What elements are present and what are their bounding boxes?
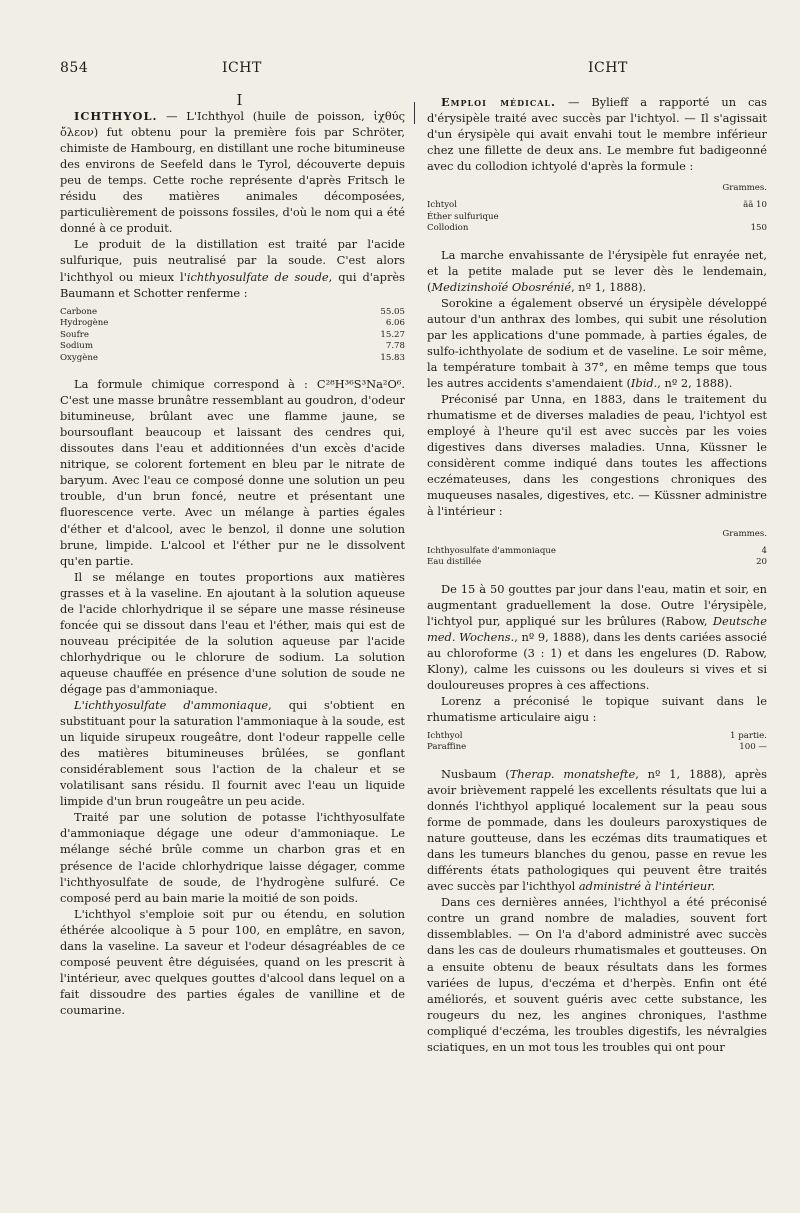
section-letter: I xyxy=(236,91,243,109)
italic-term: Medizinshoïé Obosrénié xyxy=(431,279,572,294)
paragraph xyxy=(427,94,767,174)
paragraph xyxy=(427,581,767,693)
table-row xyxy=(427,731,767,743)
prescription-table xyxy=(427,731,767,754)
left-column xyxy=(60,92,405,1018)
table-cell: 15.27 xyxy=(380,329,405,340)
table-row xyxy=(427,200,767,212)
paragraph-text: , nº 1, 1888), après avoir brièvement rappelé les excellents résultats que lui a donnés l'ichthyol appliqué localement sur la peau sous forme de pommade, dans les douleurs paroxystiques de nature goutteuse, dans les eczémas dits traumatiques et dans les tumeurs blanches du genou, passe en revue les différents états pathologiques qui peuvent être traités avec succès par l'ichthyol xyxy=(427,766,768,894)
unit-label: Grammes. xyxy=(722,183,767,194)
italic-term: administré à l'intérieur. xyxy=(578,879,716,894)
sub-head: Emploi médical. xyxy=(441,95,556,109)
prescription-table xyxy=(427,200,767,235)
paragraph-text: , qui d'après Baumann et Schotter renferme : xyxy=(60,269,406,300)
paragraph xyxy=(60,697,405,809)
table-cell: 100 — xyxy=(739,742,767,753)
table-row xyxy=(60,330,405,342)
paragraph xyxy=(60,236,405,300)
running-title-left: ICHT xyxy=(222,60,262,76)
italic-term: Therap. monatshefte xyxy=(509,766,636,781)
paragraph xyxy=(427,247,767,295)
table-cell xyxy=(706,212,767,224)
paragraph-text: — L'Ichthyol (huile de poisson, ἰχθύς ὄλεον) fut obtenu pour la première fois par Schröter, chimiste de Hambourg, en distillant une roche bitumineuse des environs de Seefeld dans le Tyrol, découverte depuis peu de temps. Cette roche représente d'après Fritsch le résidu des matières animales décomposées, particulièrement de poissons fossiles, d'où le nom qui a été donné à ce produit. xyxy=(60,109,405,236)
paragraph: La formule chimique correspond à : C²⁸H³⁶S³Na²O⁶. C'est une masse brunâtre ressemblant au goudron, d'odeur bitumineuse, brûlant avec une flamme jaune, se boursouflant beaucoup et laissant des cendres qui, dissoutes dans l'eau et additionnées d'un excès d'acide nitrique, se colorent fortement en bleu par le nitrate de baryum. Avec l'eau ce composé donne une solution un peu trouble, d'un brun foncé, neutre et présentant une fluorescence verte. Avec un mélange à parties égales d'éther et d'alcool, avec le benzol, il donne une solution brune, limpide. L'alcool et l'éther pur ne le dissolvent qu'en partie. xyxy=(60,377,405,568)
table-cell: 4 xyxy=(761,545,767,556)
paragraph-text: , qui s'obtient en substituant pour la saturation l'ammoniaque à la soude, est un liquide sirupeux rougeâtre, dont l'odeur rappelle celle des matières bitumineuses brûlées, se gonflant considérablement sous l'action de la chaleur et se volatilisant sans résidu. Il fournit avec l'eau un liquide limpide d'un brun rougeâtre un peu acide. xyxy=(60,698,405,809)
entry-head: ICHTHYOL. xyxy=(74,109,158,124)
unit-label: Grammes. xyxy=(722,528,767,539)
table-cell: 1 partie. xyxy=(730,730,767,741)
paragraph xyxy=(427,295,767,391)
paragraph-text: La marche envahissante de l'érysipèle fut enrayée net, et la petite malade put se lever dès le lendemain, ( xyxy=(427,247,767,294)
table-row xyxy=(60,307,405,319)
table-cell: Ichthyosulfate d'ammoniaque xyxy=(427,545,557,556)
table-cell: Éther sulfurique xyxy=(427,211,499,222)
column-rule xyxy=(414,102,415,124)
prescription-table xyxy=(427,546,767,569)
paragraph-text: Nusbaum ( xyxy=(441,766,510,781)
table-cell: 55.05 xyxy=(380,306,405,317)
paragraph-text: De 15 à 50 gouttes par jour dans l'eau, matin et soir, en augmentant graduellement la dose. Outre l'érysipèle, l'ichtyol pur, appliqué sur les brûlures (Rabow, xyxy=(427,581,767,628)
paragraph: Il se mélange en toutes proportions aux matières grasses et à la vaseline. En ajoutant à la solution aqueuse de l'acide chlorhydrique il se sépare une masse résineuse foncée qui se dissout dans l'eau et l'éther, mais qui est de nouveau précipitée de la solution aqueuse par l'acide chlorhydrique ou le chlorure de sodium. La solution aqueuse chauffée en présence d'une solution de soude ne dégage pas d'ammoniaque. xyxy=(60,569,405,696)
table-cell: Oxygène xyxy=(60,352,98,363)
table-cell: 150 xyxy=(750,223,767,234)
table-cell: ãã 10 xyxy=(743,200,767,211)
composition-table xyxy=(60,307,405,365)
paragraph: Préconisé par Unna, en 1883, dans le traitement du rhumatisme et de diverses maladies de peau, l'ichtyol est employé à l'heure qu'il est avec succès par les voies digestives dans diverses maladies. Unna, Küssner le considèrent comme indiqué dans toutes les affections eczémateuses, dans les congestions chroniques des muqueuses nasales, digestives, etc. — Küssner administre à l'intérieur : xyxy=(427,392,767,519)
page-number: 854 xyxy=(60,60,89,76)
italic-term: Deutsche med. Wochens. xyxy=(427,613,767,644)
table-cell: 7.78 xyxy=(385,341,405,352)
italic-term: L'ichthyosulfate d'ammoniaque xyxy=(74,698,269,713)
paragraph xyxy=(60,108,405,236)
paragraph: Dans ces dernières années, l'ichthyol a été préconisé contre un grand nombre de maladies, souvent fort dissemblables. — On l'a d'abord administré avec succès dans les cas de douleurs rhumatismales et goutteuses. On a ensuite obtenu de beaux résultats dans les formes variées de lupus, d'eczéma et d'herpès. Enfin ont été améliorés, et souvent guéris avec cette substance, les rougeurs du nez, les angines chroniques, l'asthme compliqué d'eczéma, les troubles digestifs, les névralgies sciatiques, en un mot tous les troubles qui ont pour xyxy=(427,895,767,1054)
table-row xyxy=(60,318,405,330)
right-column xyxy=(427,94,767,1055)
paragraph-text: , nº 2, 1888). xyxy=(657,376,733,391)
paragraph: Lorenz a préconisé le topique suivant dans le rhumatisme articulaire aigu : xyxy=(427,693,767,724)
table-cell: Paraffine xyxy=(427,742,467,753)
table-cell: Hydrogène xyxy=(60,318,109,329)
paragraph: L'ichthyol s'emploie soit pur ou étendu, en solution éthérée alcoolique à 5 pour 100, en emplâtre, en savon, dans la vaseline. La saveur et l'odeur désagréables de ce composé peuvent être déguisées, quand on les prescrit à l'intérieur, avec quelques gouttes d'alcool dans lequel on a fait dissoudre des parties égales de vanilline et de coumarine. xyxy=(60,906,405,1017)
table-row xyxy=(60,353,405,365)
paragraph-text: , nº 9, 1888), dans les dents cariées associé au chloroforme (3 : 1) et dans les engelures (D. Rabow, Klony), calme les cuissons ou les douleurs si vives et si douloureuses propres à ces affections. xyxy=(427,629,767,692)
table-cell: Soufre xyxy=(60,329,89,340)
table-row xyxy=(427,742,767,754)
paragraph-text: — Bylieff a rapporté un cas d'érysipèle traité avec succès par l'ichtyol. — Il s'agissait d'un érysipèle qui avait envahi tout le membre inférieur chez une fillette de deux ans. Le membre fut badigeonné avec du collodion ichtyolé d'après la formule : xyxy=(427,95,768,174)
table-cell: 20 xyxy=(756,557,767,568)
table-cell: Sodium xyxy=(60,341,93,352)
table-row xyxy=(60,341,405,353)
paragraph xyxy=(427,766,767,894)
table-cell: Ichthyol xyxy=(427,730,463,741)
table-cell: Carbone xyxy=(60,306,98,317)
table-cell: Ichtyol xyxy=(427,200,457,211)
table-row xyxy=(427,546,767,558)
table-cell: 15.83 xyxy=(380,352,405,363)
table-cell: 6.06 xyxy=(385,318,405,329)
table-row xyxy=(427,212,767,224)
paragraph-text: Sorokine a également observé un érysipèle développé autour d'un anthrax des lombes, qui subit une résolution par les applications d'une pommade, à parties égales, de sulfo-ichthyolate de sodium et de vaseline. Le soir même, la température tombait à 37°, en même temps que tous les autres accidents s'amendaient ( xyxy=(427,295,767,391)
paragraph-text: Le produit de la distillation est traité par l'acide sulfurique, puis neutralisé par la soude. C'est alors l'ichthyol ou mieux l' xyxy=(60,237,405,284)
italic-term: Ibid. xyxy=(630,376,658,391)
table-row xyxy=(427,223,767,235)
table-row xyxy=(427,557,767,569)
running-title-right: ICHT xyxy=(588,60,628,76)
table-cell: Collodion xyxy=(427,223,469,234)
paragraph: Traité par une solution de potasse l'ichthyosulfate d'ammoniaque dégage une odeur d'ammoniaque. Le mélange séché brûle comme un charbon gras et en présence de l'acide chlorhydrique laisse dégager, comme l'ichthyosulfate de soude, de l'hydrogène sulfuré. Ce composé perd au bain marie la moitié de son poids. xyxy=(60,810,405,905)
table-cell: Eau distillée xyxy=(427,557,482,568)
italic-term: ichthyosulfate de soude xyxy=(186,269,329,284)
paragraph-text: , nº 1, 1888). xyxy=(571,279,647,294)
